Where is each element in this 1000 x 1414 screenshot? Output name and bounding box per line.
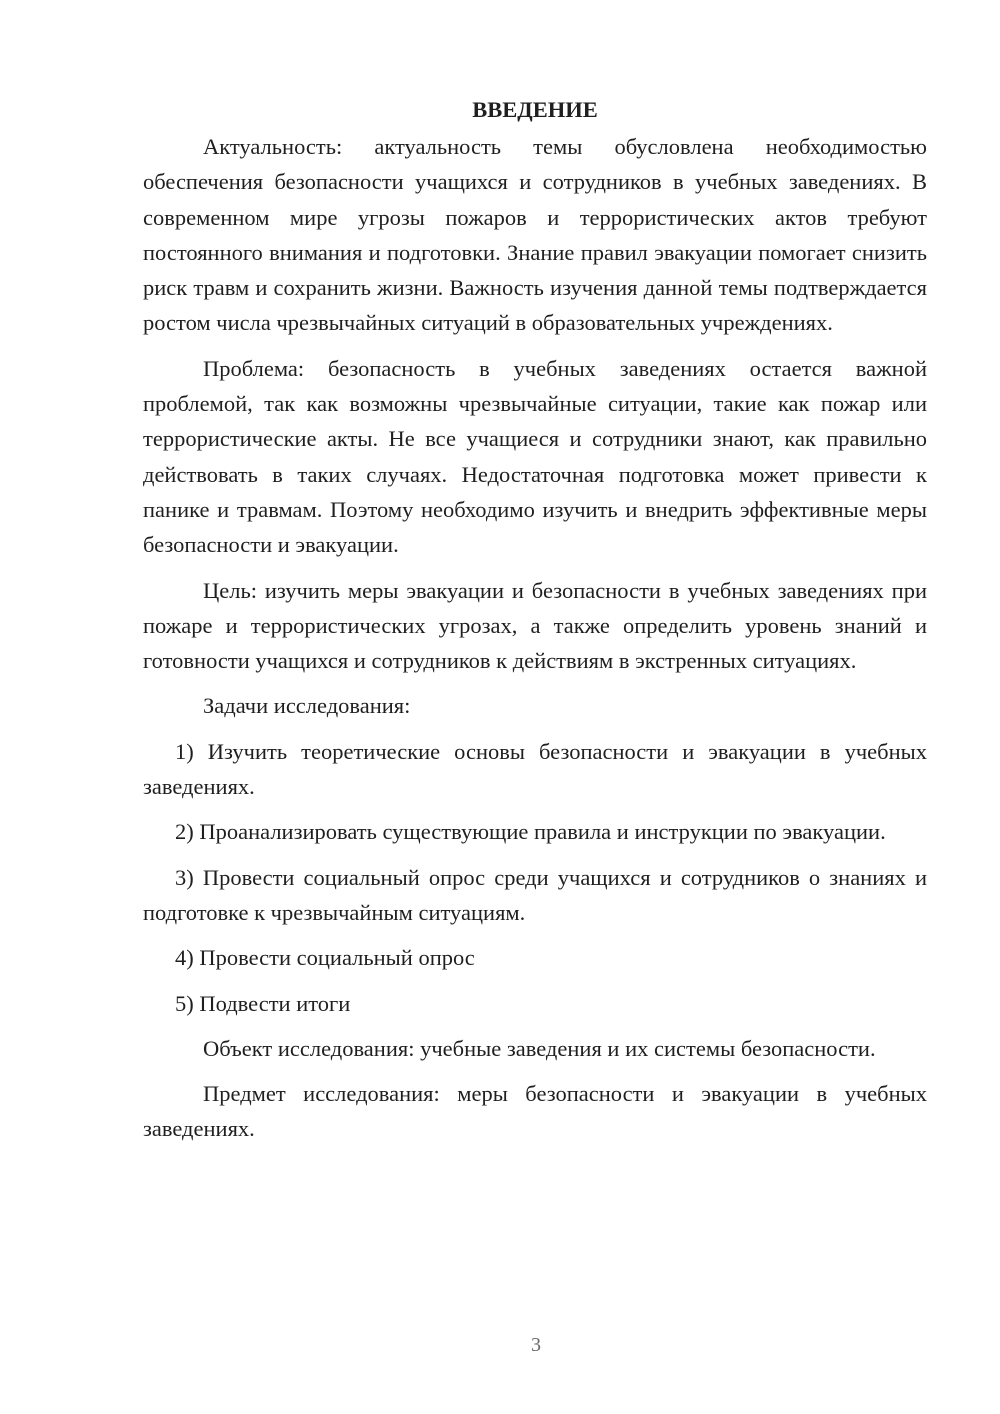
task-item-5: 5) Подвести итоги bbox=[175, 990, 351, 1016]
paragraph-goal: Цель: изучить меры эвакуации и безопасности в учебных заведениях при пожаре и террористических угрозах, а также определить уровень знаний и готовности учащихся и сотрудников к действиям в экстренных ситуациях. bbox=[143, 577, 927, 674]
task-item-3: 3) Провести социальный опрос среди учащихся и сотрудников о знаниях и подготовке к чрезвычайным ситуациям. bbox=[143, 864, 927, 925]
paragraph-subject: Предмет исследования: меры безопасности и эвакуации в учебных заведениях. bbox=[143, 1081, 927, 1142]
tasks-list bbox=[143, 734, 927, 1021]
task-item-1: 1) Изучить теоретические основы безопасности и эвакуации в учебных заведениях. bbox=[143, 738, 927, 800]
page-title: ВВЕДЕНИЕ bbox=[472, 97, 598, 122]
paragraph-problem: Проблема: безопасность в учебных заведениях остается важной проблемой, так как возможны чрезвычайные ситуации, такие как пожар или террористические акты. Не все учащиеся и сотрудники знают, как правильно действовать в таких случаях. Недостаточная подготовка может привести к панике и травмам. Поэтому необходимо изучить и внедрить эффективные меры безопасности и эвакуации. bbox=[143, 355, 927, 558]
tasks-heading: Задачи исследования: bbox=[203, 693, 411, 719]
task-item-4: 4) Провести социальный опрос bbox=[175, 945, 475, 971]
page-content bbox=[143, 92, 927, 1157]
task-item-2: 2) Проанализировать существующие правила и инструкции по эвакуации. bbox=[175, 819, 886, 845]
paragraph-object: Объект исследования: учебные заведения и их системы безопасности. bbox=[203, 1035, 876, 1061]
page-number: 3 bbox=[531, 1334, 541, 1356]
paragraph-relevance: Актуальность: актуальность темы обусловлена необходимостью обеспечения безопасности учащихся и сотрудников в учебных заведениях. В современном мире угрозы пожаров и террористических актов требуют постоянного внимания и подготовки. Знание правил эвакуации помогает снизить риск травм и сохранить жизни. Важность изучения данной темы подтверждается ростом числа чрезвычайных ситуаций в образовательных учреждениях. bbox=[143, 134, 927, 336]
